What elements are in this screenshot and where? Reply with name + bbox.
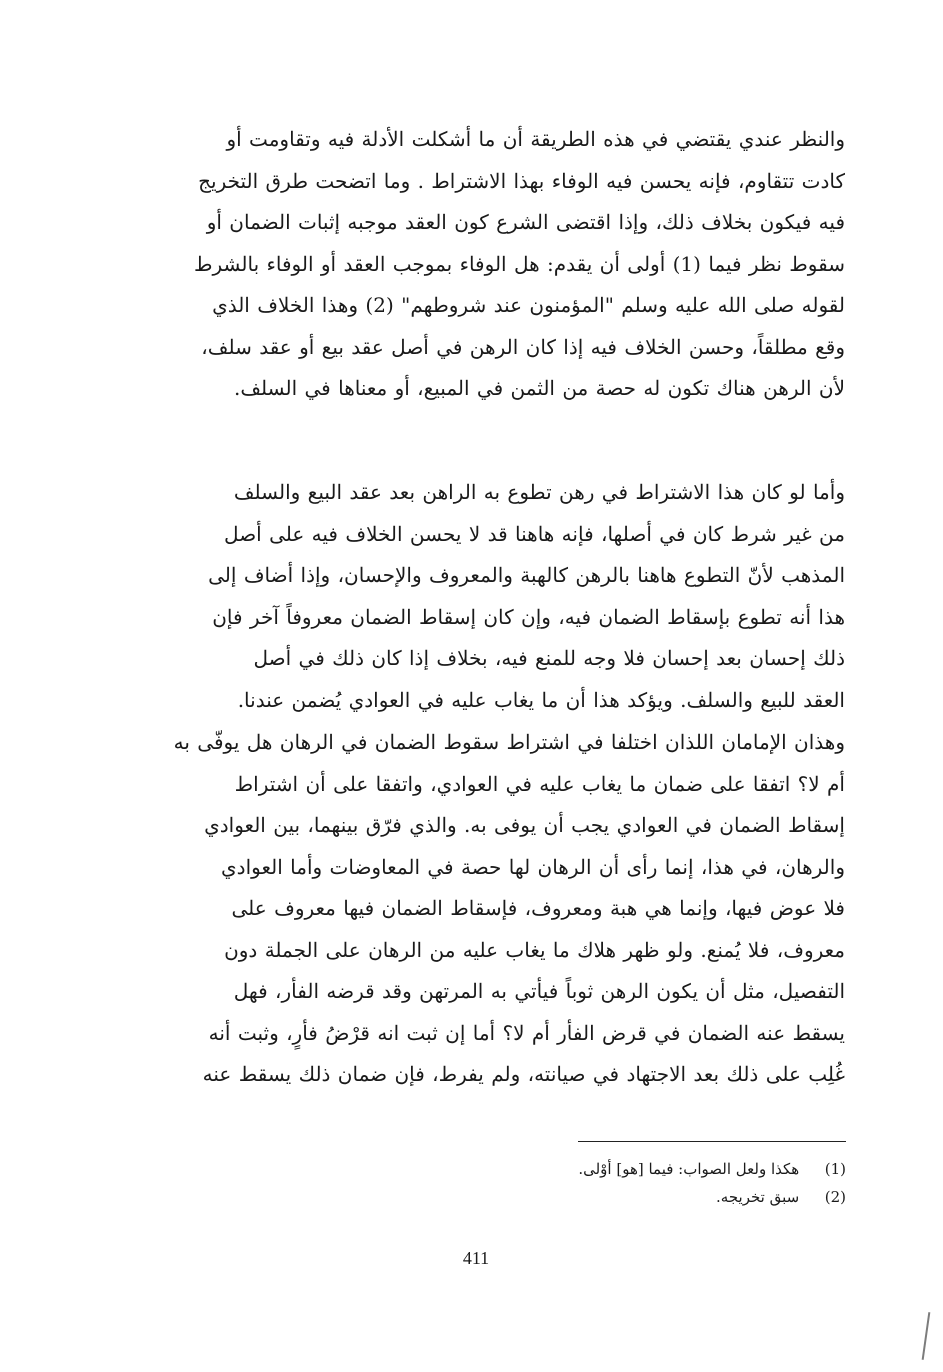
text-line: هذا أنه تطوع بإسقاط الضمان فيه، وإن كان إسقاط الضمان معروفاً آخر فإن — [212, 604, 845, 629]
footnotes — [450, 1155, 846, 1211]
footnote-text: سبق تخريجه. — [716, 1188, 800, 1206]
text-line: فيه فيكون بخلاف ذلك، وإذا اقتضى الشرع كون العقد موجبه إثبات الضمان أو — [206, 210, 845, 234]
text-line: لقوله صلى الله عليه وسلم "المؤمنون عند شروطهم" (2) وهذا الخلاف الذي — [212, 293, 845, 317]
footnote-number: (2) — [824, 1188, 846, 1206]
page-number: 411 — [462, 1248, 490, 1268]
paragraph-1 — [118, 119, 845, 410]
text-line: وهذان الإمامان اللذان اختلفا في اشتراط سقوط الضمان في الرهان هل يوفّى به — [173, 730, 845, 754]
text-line: سقوط نظر فيما (1) أولى أن يقدم: هل الوفاء بموجب العقد أو الوفاء بالشرط — [194, 251, 845, 276]
text-line: والرهان، في هذا، إنما رأى أن الرهان لها حصة في المعاوضات وأما العوادي — [221, 854, 845, 879]
text-line: كادت تتقاوم، فإنه يحسن فيه الوفاء بهذا الاشتراط . وما اتضحت طرق التخريج — [198, 168, 845, 193]
text-line: معروف، فلا يُمنع. ولو ظهر هلاك ما يغاب عليه من الرهان على الجملة دون — [224, 937, 845, 962]
paragraph-2 — [118, 472, 845, 721]
footnote-item — [450, 1155, 846, 1183]
text-line: غُلِب على ذلك بعد الاجتهاد في صيانته، ولم يفرط، فإن ضمان ذلك يسقط عنه — [202, 1062, 845, 1086]
footnote-divider — [578, 1141, 846, 1142]
text-line: العقد للبيع والسلف. ويؤكد هذا أن ما يغاب عليه في العوادي يُضمن عندنا. — [237, 687, 845, 712]
text-line: يسقط عنه الضمان في قرض الفأر أم لا؟ أما إن ثبت انه قرْضُ فأرٍ، وثبت أنه — [208, 1020, 845, 1045]
text-line: التفصيل، مثل أن يكون الرهن ثوباً فيأتي به المرتهن وقد قرضه الفأر، فهل — [233, 979, 845, 1003]
text-line: وقع مطلقاً، وحسن الخلاف فيه إذا كان الرهن في أصل عقد بيع أو عقد سلف، — [201, 334, 845, 359]
footnote-text: هكذا ولعل الصواب: فيما [هو] أوْلى. — [578, 1160, 800, 1178]
text-line: المذهب لأنّ التطوع هاهنا بالرهن كالهبة والمعروف والإحسان، وإذا أضاف إلى — [208, 563, 845, 587]
text-line: إسقاط الضمان في العوادي يجب أن يوفى به. والذي فرّق بينهما، بين العوادي — [204, 813, 845, 837]
scan-edge-mark — [922, 1312, 931, 1360]
text-line: وأما لو كان هذا الاشتراط في رهن تطوع به الراهن بعد عقد البيع والسلف — [233, 480, 845, 504]
text-line: لأن الرهن هناك تكون له حصة من الثمن في المبيع، أو معناها في السلف. — [233, 376, 845, 400]
footnote-number: (1) — [824, 1160, 846, 1178]
text-line: أم لا؟ اتفقا على ضمان ما يغاب عليه في العوادي، واتفقا على أن اشتراط — [234, 771, 845, 796]
text-line: من غير شرط كان في أصلها، فإنه هاهنا قد لا يحسن الخلاف فيه على أصل — [224, 521, 845, 546]
paragraph-3 — [118, 722, 845, 1096]
text-line: والنظر عندي يقتضي في هذه الطريقة أن ما أشكلت الأدلة فيه وتقاومت أو — [226, 127, 845, 151]
text-line: فلا عوض فيها، وإنما هي هبة ومعروف، فإسقاط الضمان فيها معروف على — [231, 896, 845, 920]
footnote-item — [450, 1183, 846, 1211]
text-line: ذلك إحسان بعد إحسان فلا وجه للمنع فيه، بخلاف إذا كان ذلك في أصل — [253, 646, 845, 670]
